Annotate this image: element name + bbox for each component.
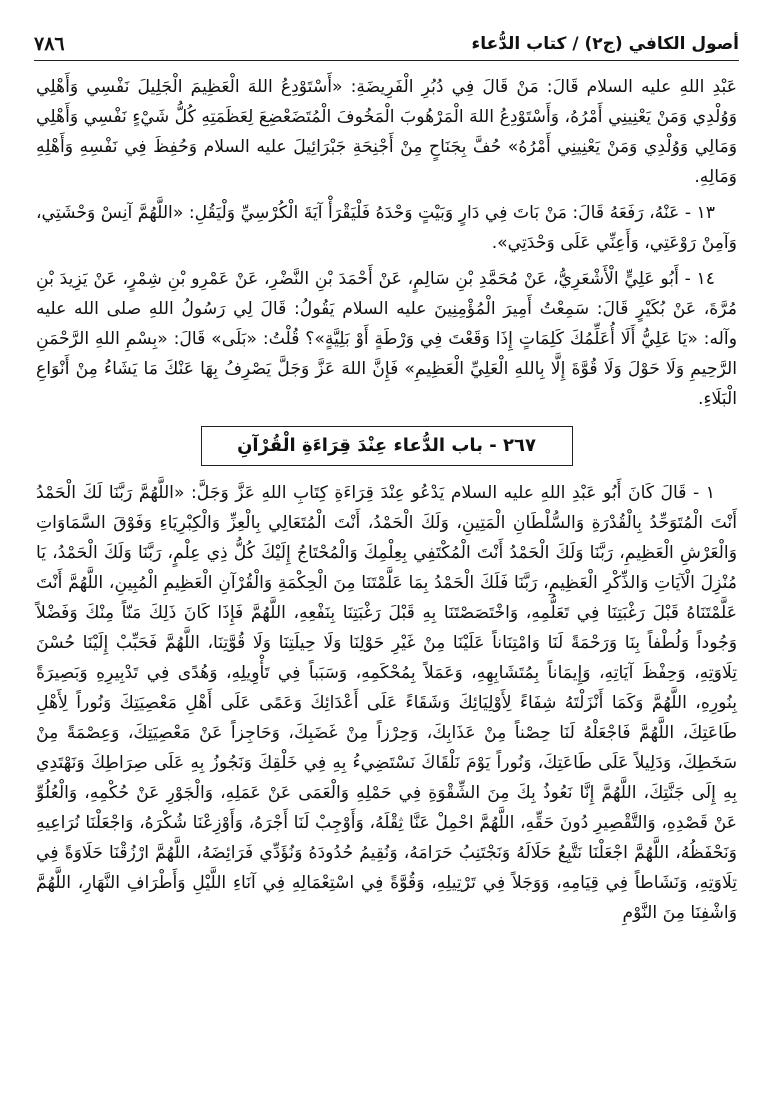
running-title: أصول الكافي (ج٢) / كتاب الدُّعاء	[471, 34, 739, 54]
chapter-heading: ٢٦٧ - باب الدُّعاء عِنْدَ قِرَاءَةِ الْقُرْآنِ	[201, 426, 573, 466]
page-body	[36, 72, 737, 934]
paragraph: ١٤ - أَبُو عَلِيٍّ الْأَشْعَرِيُّ، عَنْ مُحَمَّدِ بْنِ سَالِمٍ، عَنْ أَحْمَدَ بْنِ النَّضْرِ، عَنْ عَمْرِو بْنِ شِمْرٍ، عَنْ يَزِيدَ بْنِ مُرَّةَ، عَنْ بُكَيْرٍ قَالَ: سَمِعْتُ أَمِيرَ الْمُؤْمِنِينَ عليه السلام يَقُولُ: قَالَ لِي رَسُولُ اللهِ صلى الله عليه وآله: «يَا عَلِيُّ أَلَا أُعَلِّمُكَ كَلِمَاتٍ إِذَا وَقَعْتَ فِي وَرْطَةٍ أَوْ بَلِيَّةٍ»؟ قُلْتُ: «بَلَى» قَالَ: «بِسْمِ اللهِ الرَّحْمَنِ الرَّحِيمِ وَلَا حَوْلَ وَلَا قُوَّةَ إِلَّا بِاللهِ الْعَلِيِّ الْعَظِيمِ» فَإِنَّ اللهَ عَزَّ وَجَلَّ يَصْرِفُ بِهَا عَنْكَ مَا يَشَاءُ مِنْ أَنْوَاعِ الْبَلَاءِ.	[36, 269, 737, 409]
paragraph: عَبْدِ اللهِ عليه السلام قَالَ: مَنْ قَالَ فِي دُبُرِ الْفَرِيضَةِ: «أَسْتَوْدِعُ اللهَ الْعَظِيمَ الْجَلِيلَ نَفْسِي وَأَهْلِي وَوُلْدِي وَمَنْ يَعْنِينِي أَمْرُهُ، وَأَسْتَوْدِعُ اللهَ الْمَرْهُوبَ الْمَخُوفَ الْمُتَضَعْضِعَ لِعَظَمَتِهِ كُلُّ شَيْءٍ نَفْسِي وَأَهْلِي وَمَالِي وَوُلْدِي وَمَنْ يَعْنِينِي أَمْرُهُ» حُفَّ بِجَنَاحٍ مِنْ أَجْنِحَةِ جَبْرَائِيلَ عليه السلام وَحُفِظَ فِي نَفْسِهِ وَأَهْلِهِ وَمَالِهِ.	[36, 77, 737, 187]
paragraph: ١ - قَالَ كَانَ أَبُو عَبْدِ اللهِ عليه السلام يَدْعُو عِنْدَ قِرَاءَةِ كِتَابِ اللهِ عَزَّ وَجَلَّ: «اللَّهُمَّ رَبَّنَا لَكَ الْحَمْدُ أَنْتَ الْمُتَوَحِّدُ بِالْقُدْرَةِ وَالسُّلْطَانِ الْمَتِينِ، وَلَكَ الْحَمْدُ، أَنْتَ الْمُتَعَالِي بِالْعِزِّ وَالْكِبْرِيَاءِ وَفَوْقَ السَّمَاوَاتِ وَالْعَرْشِ الْعَظِيمِ، رَبَّنَا وَلَكَ الْحَمْدُ أَنْتَ الْمُكْتَفِي بِعِلْمِكَ وَالْمُحْتَاجُ إِلَيْكَ كُلُّ ذِي عِلْمٍ، رَبَّنَا وَلَكَ الْحَمْدُ، يَا مُنْزِلَ الْآيَاتِ وَالذِّكْرِ الْعَظِيمِ، رَبَّنَا فَلَكَ الْحَمْدُ بِمَا عَلَّمْتَنَا مِنَ الْحِكْمَةِ وَالْقُرْآنِ الْعَظِيمِ الْمُبِينِ، اللَّهُمَّ أَنْتَ عَلَّمْتَنَاهُ قَبْلَ رَغْبَتِنَا فِي تَعَلُّمِهِ، وَاخْتَصَصْتَنَا بِهِ قَبْلَ رَغْبَتِنَا بِنَفْعِهِ، اللَّهُمَّ فَإِذَا كَانَ ذَلِكَ مَنّاً مِنْكَ وَفَضْلاً وَجُوداً وَلُطْفاً بِنَا وَرَحْمَةً لَنَا وَامْتِنَاناً عَلَيْنَا مِنْ غَيْرِ حَوْلِنَا وَلَا حِيلَتِنَا وَلَا قُوَّتِنَا، اللَّهُمَّ فَحَبِّبْ إِلَيْنَا حُسْنَ تِلَاوَتِهِ، وَحِفْظَ آيَاتِهِ، وَإِيمَاناً بِمُتَشَابِهِهِ، وَعَمَلاً بِمُحْكَمِهِ، وَسَبَباً فِي تَأْوِيلِهِ، وَهُدًى فِي تَدْبِيرِهِ وَبَصِيرَةً بِنُورِهِ، اللَّهُمَّ وَكَمَا أَنْزَلْتَهُ شِفَاءً لِأَوْلِيَائِكَ وَشَقَاءً عَلَى أَعْدَائِكَ وَعَمًى عَلَى أَهْلِ مَعْصِيَتِكَ وَنُوراً لِأَهْلِ طَاعَتِكَ، اللَّهُمَّ فَاجْعَلْهُ لَنَا حِصْناً مِنْ عَذَابِكَ، وَحِرْزاً مِنْ غَضَبِكَ، وَحَاجِزاً عَنْ مَعْصِيَتِكَ، وَعِصْمَةً مِنْ سَخَطِكَ، وَدَلِيلاً عَلَى طَاعَتِكَ، وَنُوراً يَوْمَ نَلْقَاكَ نَسْتَضِيءُ بِهِ فِي خَلْقِكَ وَنَجُوزُ بِهِ عَلَى صِرَاطِكَ وَنَهْتَدِي بِهِ إِلَى جَنَّتِكَ، اللَّهُمَّ إِنَّا نَعُوذُ بِكَ مِنَ الشِّقْوَةِ فِي حَمْلِهِ وَالْعَمَى عَنْ عَمَلِهِ، وَالْجَوْرِ عَنْ حُكْمِهِ، وَالْعُلُوِّ عَنْ قَصْدِهِ، وَالتَّقْصِيرِ دُونَ حَقِّهِ، اللَّهُمَّ احْمِلْ عَنَّا ثِقْلَهُ، وَأَوْجِبْ لَنَا أَجْرَهُ، وَأَوْزِعْنَا شُكْرَهُ، وَاجْعَلْنَا نُرَاعِيهِ وَنَحْفَظُهُ، اللَّهُمَّ اجْعَلْنَا نَتَّبِعُ حَلَالَهُ وَنَجْتَنِبُ حَرَامَهُ، وَنُقِيمُ حُدُودَهُ وَنُؤَدِّي فَرَائِضَهُ، اللَّهُمَّ ارْزُقْنَا حَلَاوَةً فِي تِلَاوَتِهِ، وَنَشَاطاً فِي قِيَامِهِ، وَوَجَلاً فِي تَرْتِيلِهِ، وَقُوَّةً فِي اسْتِعْمَالِهِ فِي آنَاءِ اللَّيْلِ وَأَطْرَافِ النَّهَارِ، اللَّهُمَّ وَاشْفِنَا مِنَ النَّوْمِ	[36, 483, 737, 923]
page-header	[34, 30, 739, 58]
paragraph: ١٣ - عَنْهُ، رَفَعَهُ قَالَ: مَنْ بَاتَ فِي دَارٍ وَبَيْتٍ وَحْدَهُ فَلْيَقْرَأْ آيَةَ الْكُرْسِيِّ وَلْيَقُلِ: «اللَّهُمَّ آنِسْ وَحْشَتِي، وَآمِنْ رَوْعَتِي، وَأَعِنِّي عَلَى وَحْدَتِي».	[36, 203, 737, 253]
page-number: ٧٨٦	[34, 33, 65, 55]
header-rule	[34, 60, 739, 61]
